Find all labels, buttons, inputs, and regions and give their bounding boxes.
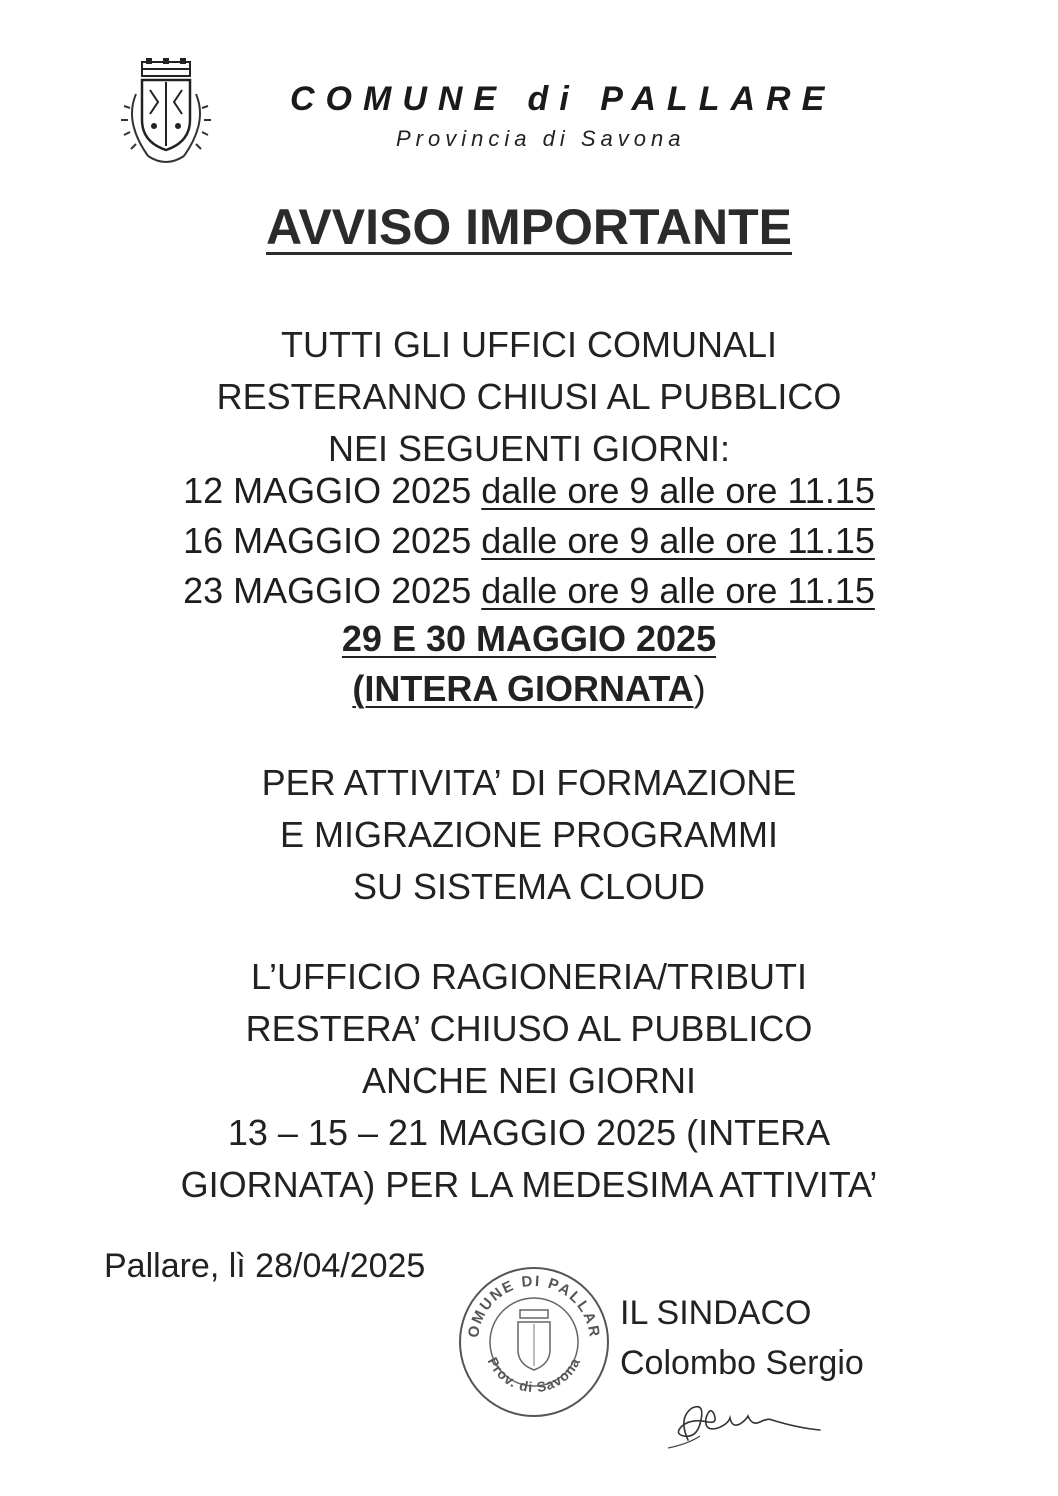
closure-hours: dalle ore 9 alle ore 11.15: [481, 520, 875, 561]
closure-row: [0, 516, 1058, 566]
municipality-name: COMUNE di PALLARE: [290, 80, 836, 118]
full-day-dates: 29 E 30 MAGGIO 2025: [341, 618, 717, 659]
full-day-closure: [0, 614, 1058, 714]
full-day-note: (INTERA GIORNATA: [352, 668, 694, 709]
signatory-role: IL SINDACO: [620, 1294, 812, 1332]
office-line: GIORNATA) PER LA MEDESIMA ATTIVITA’: [180, 1164, 878, 1205]
reason-line: SU SISTEMA CLOUD: [352, 866, 706, 907]
closure-row: [0, 566, 1058, 616]
handwritten-signature: [648, 1378, 828, 1458]
full-day-note-close: ): [693, 668, 706, 709]
stamp-top-text: OMUNE DI PALLAR: [464, 1272, 604, 1340]
reason-block: [0, 757, 1058, 913]
reason-line: E MIGRAZIONE PROGRAMMI: [279, 814, 779, 855]
closure-date: 23 MAGGIO 2025: [183, 570, 472, 611]
closure-dates: [0, 466, 1058, 616]
intro-block: [0, 319, 1058, 475]
office-line: 13 – 15 – 21 MAGGIO 2025 (INTERA: [227, 1112, 831, 1153]
office-line: RESTERA’ CHIUSO AL PUBBLICO: [245, 1008, 813, 1049]
province-name: Provincia di Savona: [396, 126, 686, 151]
signatory-name: Colombo Sergio: [620, 1344, 864, 1382]
closure-hours: dalle ore 9 alle ore 11.15: [481, 570, 875, 611]
reason-line: PER ATTIVITA’ DI FORMAZIONE: [261, 762, 797, 803]
intro-line: RESTERANNO CHIUSI AL PUBBLICO: [216, 376, 842, 417]
svg-text:COMUNE DI PALLARE: [456, 1264, 603, 1340]
notice-title: [0, 198, 1058, 256]
intro-line: TUTTI GLI UFFICI COMUNALI: [280, 324, 777, 365]
office-block: [0, 951, 1058, 1211]
notice-title-text: AVVISO IMPORTANTE: [266, 199, 792, 255]
municipal-crest-icon: [118, 58, 214, 170]
intro-line: NEI SEGUENTI GIORNI:: [327, 428, 731, 469]
official-stamp: [456, 1264, 612, 1420]
place-date: Pallare, lì 28/04/2025: [104, 1247, 426, 1285]
office-line: ANCHE NEI GIORNI: [361, 1060, 697, 1101]
closure-date: 12 MAGGIO 2025: [183, 470, 472, 511]
closure-date: 16 MAGGIO 2025: [183, 520, 472, 561]
stamp-bottom-text: Prov. di Savona: [484, 1354, 584, 1396]
signatory: [620, 1288, 864, 1388]
closure-hours: dalle ore 9 alle ore 11.15: [481, 470, 875, 511]
office-line: L’UFFICIO RAGIONERIA/TRIBUTI: [250, 956, 808, 997]
closure-row: [0, 466, 1058, 516]
